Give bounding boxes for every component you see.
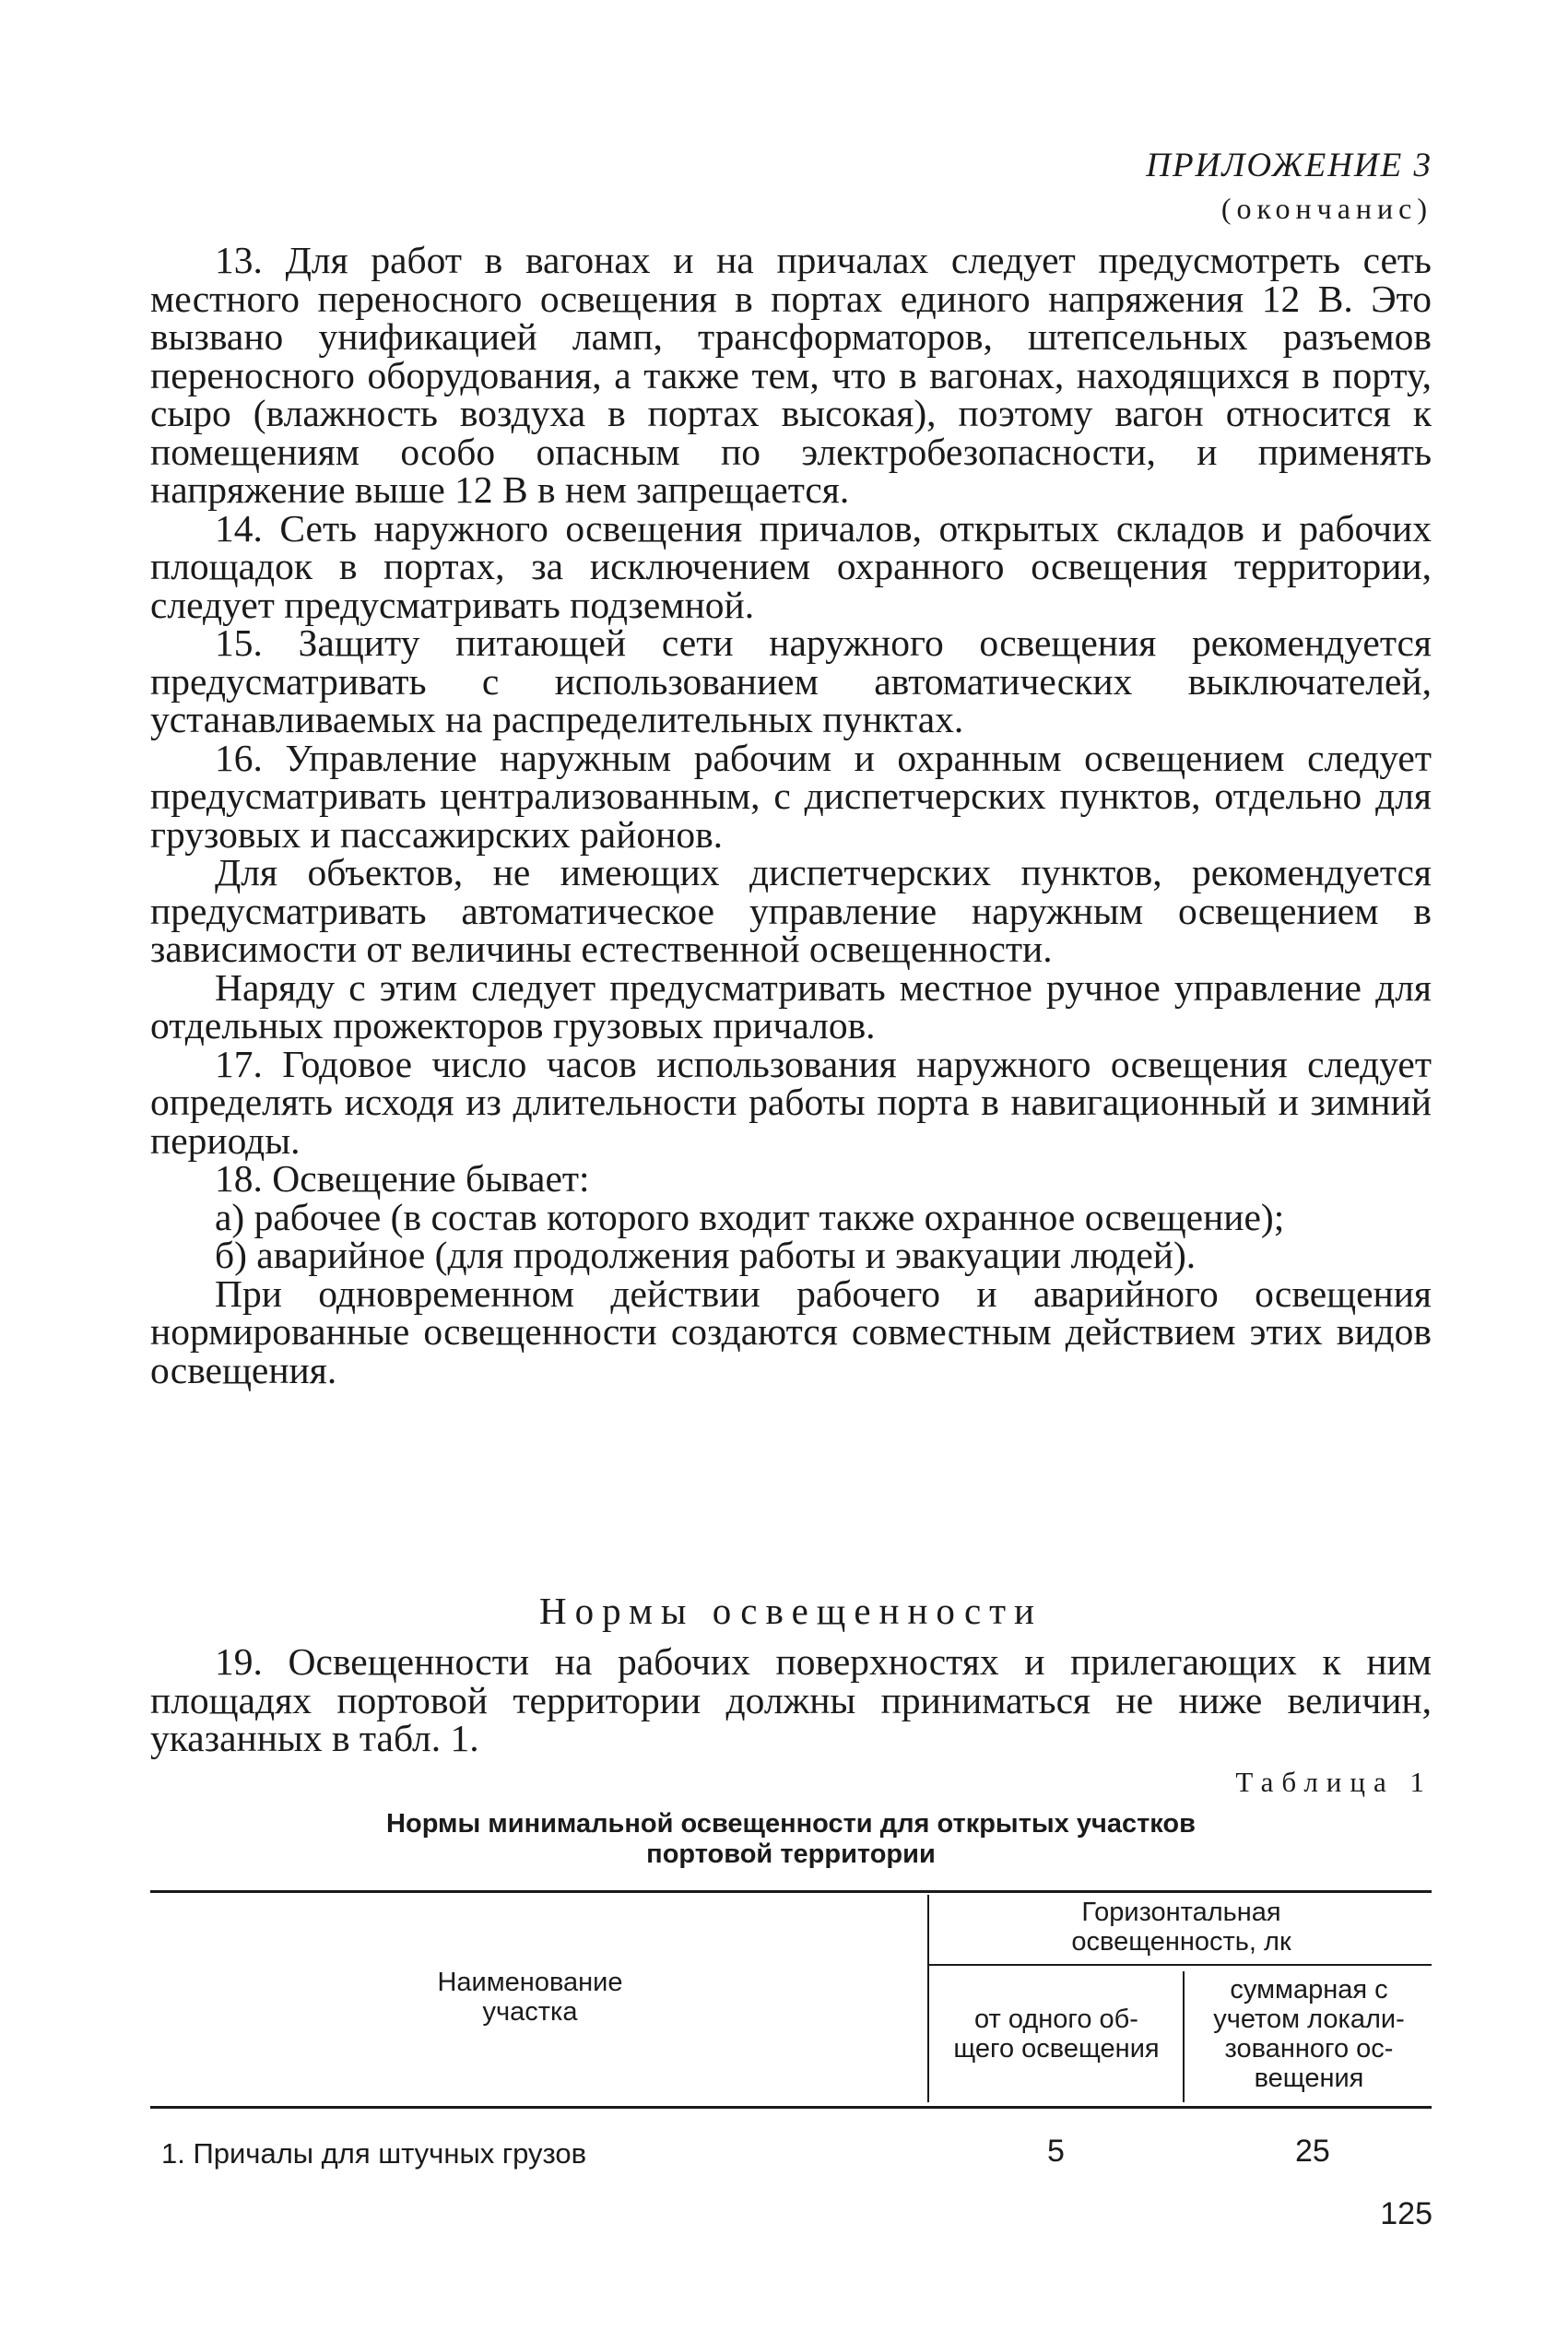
paragraph-19-block — [150, 1640, 1432, 1759]
section-heading: Нормы освещенности — [539, 1590, 1043, 1632]
table-row-general-value: 5 — [1047, 2134, 1065, 2169]
paragraph-13: 13. Для работ в вагонах и на причалах следует предусмотреть сеть местного переносного освещения в портах единого напряжения 12 В. Это вызвано унификацией ламп, трансформаторов, штепсельных разъемов переносного оборудования, а также тем, что в вагонах, находящихся в порту, сыро (влажность воздуха в портах высокая), поэтому вагон относится к помещениям особо опасным по электробезопасности, и применять напряжение выше 12 В в нем запрещается. — [150, 239, 1432, 511]
column-name-line-2: участка — [482, 1997, 578, 2027]
paragraph-18: 18. Освещение бывает: — [215, 1157, 590, 1200]
column-name-header — [341, 1968, 719, 2027]
total-lighting-line-3: зованного ос- — [1224, 2034, 1394, 2064]
table-header-bottom-rule — [150, 2106, 1432, 2109]
column-name-line-1: Наименование — [437, 1968, 623, 1997]
table-caption — [150, 1809, 1432, 1870]
general-lighting-line-1: от одного об- — [974, 2005, 1138, 2034]
table-group-rule — [929, 1964, 1432, 1966]
general-lighting-line-2: щего освещения — [953, 2034, 1160, 2064]
table-vertical-rule — [927, 1895, 929, 2102]
table-row-name: 1. Причалы для штучных грузов — [161, 2137, 587, 2170]
paragraph-18-note: При одновременном действии рабочего и аварийного освещения нормированные освещенности создаются совместным действием этих видов освещения. — [150, 1271, 1432, 1391]
total-lighting-line-4: вещения — [1254, 2064, 1364, 2093]
body-text — [150, 239, 1432, 1391]
total-lighting-line-2: учетом локали- — [1213, 2005, 1405, 2034]
illuminance-header-line-1: Горизонтальная — [1081, 1898, 1281, 1927]
paragraph-15: 15. Защиту питающей сети наружного освещения рекомендуется предусматривать с использованием автоматических выключателей, устанавливаемых на распределительных пунктах. — [150, 621, 1432, 740]
illuminance-group-header — [931, 1898, 1432, 1957]
table-label: Таблица 1 — [1235, 1766, 1432, 1798]
paragraph-16-objects: Для объектов, не имеющих диспетчерских пунктов, рекомендуется предусматривать автоматическое управление наружным освещением в зависимости от величины естественной освещенности. — [150, 851, 1432, 970]
appendix-continuation: (окончанис) — [1220, 192, 1432, 225]
table-row-total-value: 25 — [1295, 2134, 1330, 2169]
paragraph-19: 19. Освещенности на рабочих поверхностях и прилегающих к ним площадях портовой территории должны приниматься не ниже величин, указанных в табл. 1. — [150, 1640, 1432, 1759]
table-top-rule — [150, 1890, 1432, 1893]
paragraph-14: 14. Сеть наружного освещения причалов, открытых складов и рабочих площадок в портах, за исключением охранного освещения территории, следует предусматривать подземной. — [150, 506, 1432, 626]
table-caption-line-1: Нормы минимальной освещенности для открытых участков — [386, 1809, 1196, 1839]
paragraph-17: 17. Годовое число часов использования наружного освещения следует определять исходя из длительности работы порта в навигационный и зимний периоды. — [150, 1042, 1432, 1162]
general-lighting-header — [929, 2005, 1184, 2064]
paragraph-16-manual: Наряду с этим следует предусматривать местное ручное управление для отдельных прожекторов грузовых причалов. — [150, 965, 1432, 1047]
appendix-title: ПРИЛОЖЕНИЕ 3 — [1146, 147, 1432, 184]
paragraph-18-b: б) аварийное (для продолжения работы и эвакуации людей). — [215, 1234, 1197, 1276]
table-caption-line-2: портовой территории — [646, 1839, 936, 1869]
page-number: 125 — [1380, 2196, 1432, 2231]
paragraph-18-a: а) рабочее (в состав которого входит также охранное освещение); — [215, 1195, 1285, 1238]
illuminance-header-line-2: освещенность, лк — [1071, 1927, 1291, 1957]
paragraph-16: 16. Управление наружным рабочим и охранным освещением следует предусматривать централизованным, с диспетчерских пунктов, отдельно для грузовых и пассажирских районов. — [150, 736, 1432, 856]
total-lighting-header — [1185, 1975, 1432, 2093]
total-lighting-line-1: суммарная с — [1230, 1975, 1388, 2005]
